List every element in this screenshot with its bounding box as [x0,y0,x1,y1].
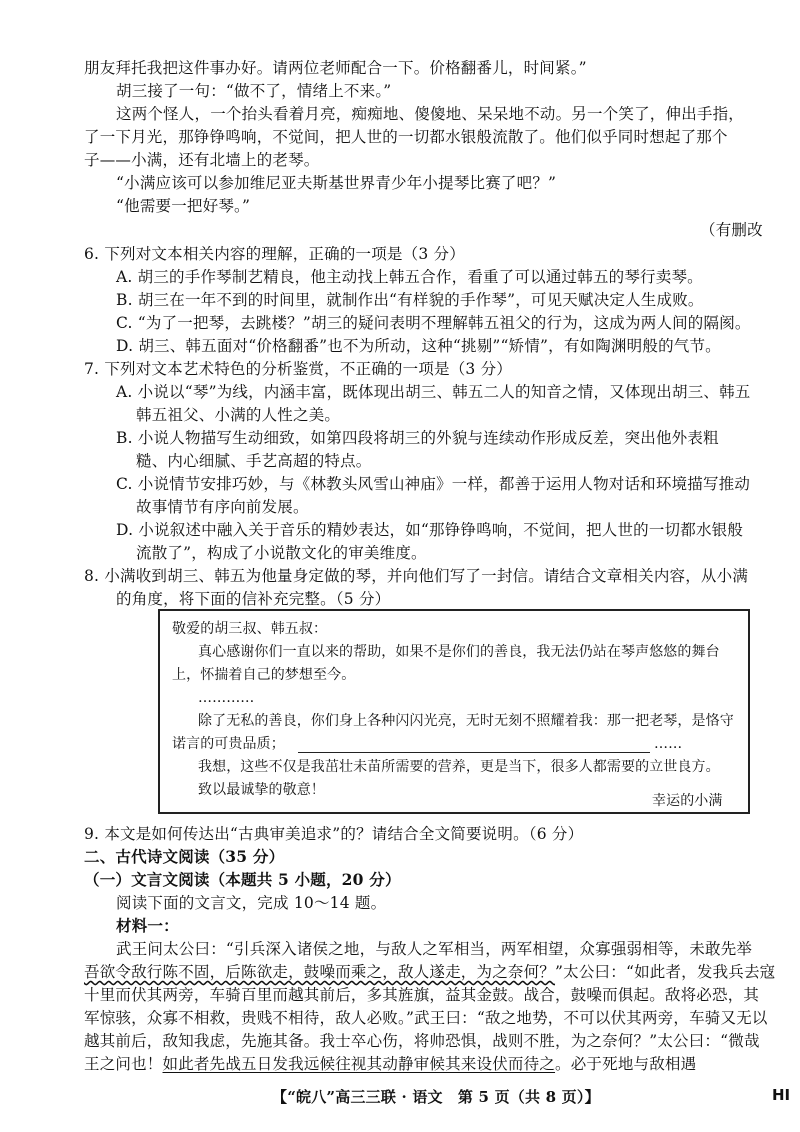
letter-body-1-line-1: 真心感谢你们一直以来的帮助，如果不是你们的善良，我无法仍站在琴声悠悠的舞台 [198,644,720,660]
section-2-instruction: 阅读下面的文言文，完成 10～14 题。 [116,894,387,912]
classical-line-3: 十里而伏其两旁，车骑百里而越其前后，多其旌旗，益其金鼓。战合，鼓噪而俱起。敌将必恐，其 [84,986,760,1004]
letter-body-2-line-2: 诺言的可贵品质； [172,736,285,752]
section-2-title: 二、古代诗文阅读（35 分） [84,847,285,866]
classical-line-6-rest: 。必于死地与敌相遇 [555,1055,697,1073]
footer-edge-mark: HI [772,1086,791,1104]
question-7-option-a-line-2: 韩五祖父、小满的人性之美。 [136,406,341,424]
question-6-option-b: B. 胡三在一年不到的时间里，就制作出“有样貌的手作琴”，可见天赋决定人生成败。 [116,291,704,309]
letter-answer-blank[interactable] [298,752,650,753]
question-6-stem: 6. 下列对文本相关内容的理解，正确的一项是（3 分） [84,245,465,263]
classical-line-2-rest: ”太公曰：“如此者，发我兵去寇 [555,963,776,981]
question-7-option-b-line-1: B. 小说人物描写生动细致，如第四段将胡三的外貌与连续动作形成反差，突出他外表粗 [116,429,719,447]
story-paragraph-3-line-2: 了一下月光，那铮铮鸣响，不觉间，把人世的一切都水银般流散了。他们似乎同时想起了那个 [84,128,728,146]
classical-line-6-underlined: 如此者先战五日发我远候往视其动静审候其来设伏而待之 [162,1055,556,1073]
question-7-option-c-line-2: 故事情节有序向前发展。 [136,498,309,516]
story-paragraph-2: 胡三接了一句：“做不了，情绪上不来。” [116,82,392,100]
story-paragraph-4: “小满应该可以参加维尼亚夫斯基世界青少年小提琴比赛了吧？” [116,174,557,192]
question-8-stem-line-1: 8. 小满收到胡三、韩五为他量身定做的琴，并向他们写了一封信。请结合文章相关内容，从小满 [84,567,749,585]
question-6-option-d: D. 胡三、韩五面对“价格翻番”也不为所动，这种“挑剔”“矫情”，有如陶渊明般的气节。 [116,337,721,355]
classical-line-5: 越其前后，敌知我虑，先施其备。我士卒心伤，将帅恐惧，战则不胜，为之奈何？”太公曰：“微哉 [84,1032,760,1050]
letter-signature: 幸运的小满 [652,793,723,809]
story-paragraph-5: “他需要一把好琴。” [116,197,251,215]
letter-body-2-line-1: 除了无私的善良，你们身上各种闪闪光亮，无时无刻不照耀着我：那一把老琴，是恪守 [198,713,734,729]
question-7-option-c-line-1: C. 小说情节安排巧妙，与《林教头风雪山神庙》一样，都善于运用人物对话和环境描写推动 [116,475,751,493]
question-7-stem: 7. 下列对文本艺术特色的分析鉴赏，不正确的一项是（3 分） [84,360,513,378]
letter-body-2-tail: …… [654,736,683,752]
classical-line-4: 军惊骇，众寡不相救，贵贱不相待，敌人必败。”武王曰：“敌之地势，不可以伏其两旁，车骑又无以 [84,1009,768,1027]
question-7-option-a-line-1: A. 小说以“琴”为线，内涵丰富，既体现出胡三、韩五二人的知音之情，又体现出胡三、韩五 [116,383,751,401]
letter-salutation: 敬爱的胡三叔、韩五叔： [172,621,328,637]
story-paragraph-3-line-3: 子——小满，还有北墙上的老琴。 [84,151,320,169]
letter-body-1-line-2: 上，怀揣着自己的梦想至今。 [172,667,356,683]
letter-ellipsis: ………… [198,690,255,706]
classical-line-2 [84,961,775,983]
question-6-option-a: A. 胡三的手作琴制艺精良，他主动找上韩五合作，看重了可以通过韩五的琴行卖琴。 [116,268,703,286]
section-2-subsection-1: （一）文言文阅读（本题共 5 小题，20 分） [84,870,401,889]
question-8-stem-line-2: 的角度，将下面的信补充完整。（5 分） [116,590,391,608]
classical-line-6-pre: 王之问也！ [84,1055,163,1073]
story-paragraph-3-line-1: 这两个怪人，一个抬头看着月亮，痴痴地、傻傻地、呆呆地不动。另一个笑了，伸出手指， [116,105,745,123]
story-paragraph-1: 朋友拜托我把这件事办好。请两位老师配合一下。价格翻番儿，时间紧。” [84,59,587,77]
question-7-option-d-line-1: D. 小说叙述中融入关于音乐的精妙表达，如“那铮铮鸣响，不觉间，把人世的一切都水银般 [116,521,744,539]
material-1-label: 材料一： [116,916,179,935]
question-7-option-d-line-2: 流散了”，构成了小说散文化的审美维度。 [136,544,427,562]
letter-closing: 致以最诚挚的敬意！ [198,782,325,798]
question-7-option-b-line-2: 糙、内心细腻、手艺高超的特点。 [136,452,372,470]
question-6-option-c: C. “为了一把琴，去跳楼？”胡三的疑问表明不理解韩五祖父的行为，这成为两人间的隔阂。 [116,314,751,332]
page-footer: 【“皖八”高三三联 · 语文 第 5 页（共 8 页）】 [272,1088,600,1106]
classical-line-6 [84,1053,696,1075]
question-9-stem: 9. 本文是如何传达出“古典审美追求”的？请结合全文简要说明。（6 分） [84,825,584,843]
classical-line-1: 武王问太公曰：“引兵深入诸侯之地，与敌人之军相当，两军相望，众寡强弱相等，未敢先举 [116,940,753,958]
letter-body-3: 我想，这些不仅是我茁壮未苗所需要的营养，更是当下，很多人都需要的立世良方。 [198,759,720,775]
classical-line-2-underlined: 吾欲令敌行陈不固，后陈欲走，鼓噪而乘之，敌人遂走，为之奈何？ [84,963,556,981]
source-note: （有删改 [700,221,763,239]
